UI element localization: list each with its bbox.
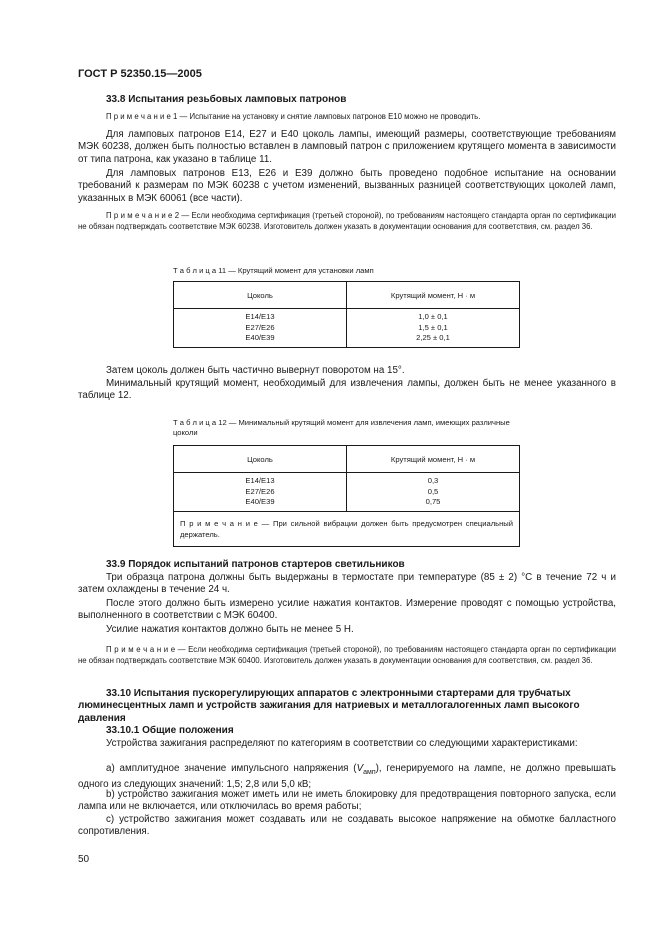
- section-33-9-paragraph-2: После этого должно быть измерено усилие нажатия контактов. Измерение проводят с помощью устройства, выполненного в соответствии с МЭК 60400.: [78, 598, 616, 622]
- table-12-torque-values: 0,3 0,5 0,75: [347, 473, 520, 512]
- section-33-9-note-text: — Если необходима сертификация (третьей стороной), по требованиям настоящего стандарта орган по сертификации не обязан подтверждать соответствие МЭК 60400. Изготовитель должен указать в документации основания для соответствия, см. раздел 36.: [78, 645, 616, 666]
- table-11-caption-text: — Крутящий момент для установки ламп: [226, 266, 374, 275]
- list-item-a: [78, 763, 616, 792]
- table-12-caption-label: Т а б л и ц а 12: [173, 418, 227, 427]
- table-12-note-label: П р и м е ч а н и е: [180, 518, 258, 528]
- note-2-label: П р и м е ч а н и е 2: [106, 211, 180, 220]
- note-2-text: — Если необходима сертификация (третьей стороной), по требованиям настоящего стандарта орган по сертификации не обязан подтверждать соответствие МЭК 60238. Изготовитель должен указать в документации основания для соответствия, см. раздел 36.: [78, 211, 616, 232]
- section-33-9-note-label: П р и м е ч а н и е: [106, 645, 176, 654]
- note-1: [78, 111, 616, 122]
- table-12: [173, 445, 520, 547]
- note-1-label: П р и м е ч а н и е 1: [106, 112, 178, 121]
- table-12-header-base: Цоколь: [174, 446, 347, 473]
- paragraph-2: Для ламповых патронов Е13, Е26 и Е39 должно быть проведено подобное испытание на основании требований к размерам по МЭК 60238 с учетом изменений, вызванных разницей соответствующих цоколей ламп, указанных в МЭК 60061 (все части).: [78, 168, 616, 204]
- table-12-note-text: — При сильной вибрации должен быть предусмотрен специальный держатель.: [180, 518, 513, 539]
- section-33-9-paragraph-3: Усилие нажатия контактов должно быть не менее 5 Н.: [106, 624, 354, 635]
- variable-v: V: [356, 763, 364, 774]
- table-12-caption: [173, 418, 523, 438]
- paragraph-4: Минимальный крутящий момент, необходимый для извлечения лампы, должен быть не менее указанного в таблице 12.: [78, 378, 616, 402]
- paragraph-3: Затем цоколь должен быть частично вывернут поворотом на 15°.: [106, 365, 405, 376]
- table-11-torque-values: 1,0 ± 0,1 1,5 ± 0,1 2,25 ± 0,1: [347, 309, 520, 348]
- table-12-base-values: Е14/Е13 Е27/Е26 Е40/Е39: [174, 473, 347, 512]
- table-11-header-base: Цоколь: [174, 282, 347, 309]
- variable-subscript: амп: [363, 768, 376, 776]
- table-12-header-torque: Крутящий момент, Н · м: [347, 446, 520, 473]
- note-2: [78, 210, 616, 232]
- section-33-9-heading: 33.9 Порядок испытаний патронов стартеров светильников: [106, 559, 405, 570]
- note-1-text: — Испытание на установку и снятие ламповых патронов Е10 можно не проводить.: [177, 112, 481, 121]
- section-33-10-paragraph-1: Устройства зажигания распределяют по категориям в соответствии со следующими характеристиками:: [106, 738, 578, 749]
- section-33-10-heading: 33.10 Испытания пускорегулирующих аппаратов с электронными стартерами для трубчатых люминесцентных ламп и устройств зажигания для натриевых и металлогалогенных ламп высокого давления: [78, 688, 580, 724]
- list-item-c: c) устройство зажигания может создавать или не создавать высокое напряжение на обмотке балластного сопротивления.: [78, 814, 616, 838]
- list-item-a-text-start: а) амплитудное значение импульсного напряжения (: [106, 763, 357, 774]
- section-33-8-heading: 33.8 Испытания резьбовых ламповых патронов: [106, 94, 347, 105]
- table-11: [173, 281, 520, 348]
- list-item-b: b) устройство зажигания может иметь или не иметь блокировку для предотвращения повторного запуска, если лампа или не включается, или отключилась во время работы;: [78, 789, 616, 813]
- table-12-note: [174, 511, 520, 546]
- table-11-caption-label: Т а б л и ц а 11: [173, 266, 227, 275]
- section-33-10-1-heading: 33.10.1 Общие положения: [106, 725, 234, 736]
- paragraph-1: Для ламповых патронов Е14, Е27 и Е40 цоколь лампы, имеющий размеры, соответствующие требованиям МЭК 60238, должен быть полностью вставлен в ламповый патрон с приложением крутящего момента в зависимости от типа патрона, как указано в таблице 11.: [78, 129, 616, 165]
- table-11-caption: [173, 266, 374, 276]
- section-33-9-note: [78, 644, 616, 666]
- section-33-9-paragraph-1: Три образца патрона должны быть выдержаны в термостате при температуре (85 ± 2) °С в течение 72 ч и затем охлаждены в течение 24 ч.: [78, 572, 616, 596]
- list-item-a-text-end: ), генерируемого на лампе, не должно превышать одного из следующих значений: 1,5; 2,8 или 5,0 кВ;: [78, 763, 616, 791]
- document-header: ГОСТ Р 52350.15—2005: [78, 68, 202, 80]
- page-number: 50: [78, 854, 90, 865]
- table-11-header-torque: Крутящий момент, Н · м: [347, 282, 520, 309]
- table-12-caption-text: — Минимальный крутящий момент для извлечения ламп, имеющих различные цоколи: [173, 418, 510, 437]
- table-11-base-values: Е14/Е13 Е27/Е26 Е40/Е39: [174, 309, 347, 348]
